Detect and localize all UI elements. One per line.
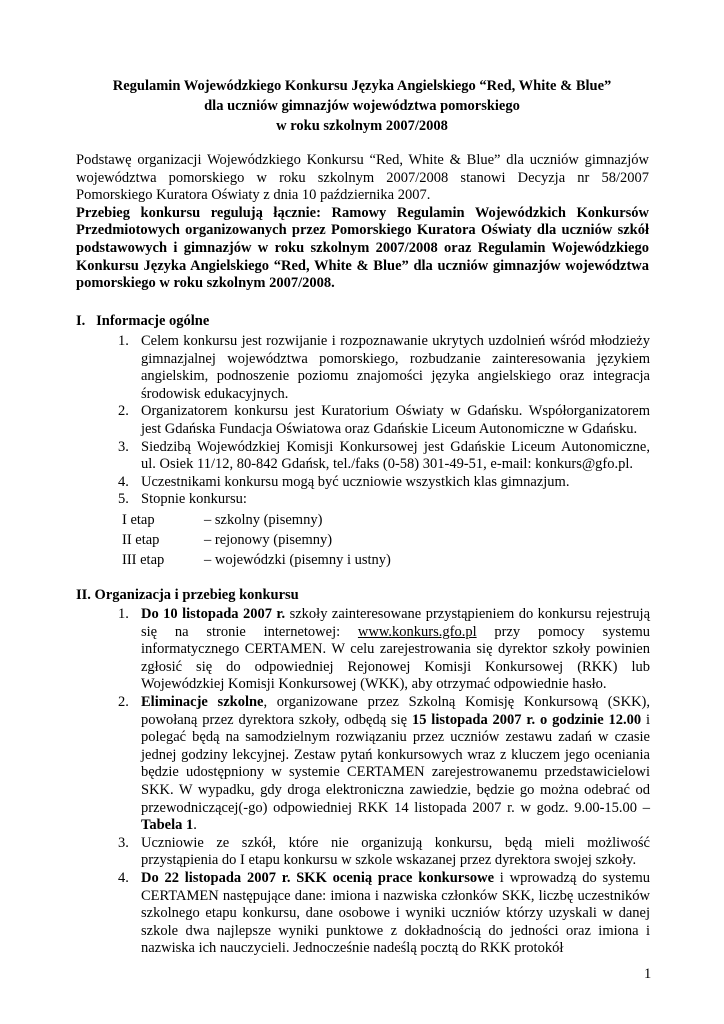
list-item: 1. Celem konkursu jest rozwijanie i rozpoznawanie ukrytych uzdolnień wśród młodzieży gimnazjalnej województwa pomorskiego, rozbudzanie zainteresowania językiem angielskim, podnoszenie poziomu znajomości języka angielskiego oraz integracja środowisk edukacyjnych. — [118, 333, 650, 402]
list-item: 2. Eliminacje szkolne, organizowane przez Szkolną Komisję Konkursową (SKK), powołaną przez dyrektora szkoły, odbędą się 15 listopada 2007 r. o godzinie 12.00 i polegać będą na samodzielnym rozwiązaniu przez uczniów zestawu zadań w czasie jednej godziny lekcyjnej. Zestaw pytań konkursowych wraz z kluczem jego oceniania będzie udostępniony w systemie CERTAMEN zarejestrowanemu przedstawicielowi SKK. W wypadku, gdy droga elektroniczna zawiedzie, będzie go można odebrać od przewodniczącej(-go) odpowiedniej RKK 14 listopada 2007 r. w godz. 9.00-15.00 – Tabela 1. — [118, 693, 651, 834]
section-heading-organization: II. Organizacja i przebieg konkursu — [76, 587, 299, 603]
competition-stages — [122, 510, 391, 570]
organization-list — [112, 606, 650, 958]
list-item: 4. Do 22 listopada 2007 r. SKK ocenią prace konkursowe i wprowadzą do systemu CERTAMEN następujące dane: imiona i nazwiska członków SKK, liczbę uczestników szkolnego etapu konkursu, dane osobowe i wyniki uczniów którzy uzyskali w danej szkole dwa najlepsze wyniki punktowe z dokładnością do jedności oraz imiona i nazwiska ich nauczycieli. Jednocześnie nadeślą pocztą do RKK protokół — [118, 869, 651, 957]
contest-website-link[interactable]: www.konkurs.gfo.pl — [357, 623, 477, 640]
stage-row: II etap – rejonowy (pisemny) — [122, 532, 333, 548]
title-line-1: Regulamin Wojewódzkiego Konkursu Języka Angielskiego “Red, White & Blue” — [112, 78, 612, 94]
list-item: 3. Siedzibą Wojewódzkiej Komisji Konkursowej jest Gdańskie Liceum Autonomiczne, ul. Osiek 11/12, 80-842 Gdańsk, tel./faks (0-58) 301-49-51, e-mail: konkurs@gfo.pl. — [118, 438, 650, 473]
list-item: 2. Organizatorem konkursu jest Kuratorium Oświaty w Gdańsku. Współorganizatorem jest Gdańska Fundacja Oświatowa oraz Gdańskie Liceum Autonomiczne w Gdańsku. — [118, 403, 650, 437]
title-line-2: dla uczniów gimnazjów województwa pomorskiego — [204, 98, 520, 114]
list-item: 4. Uczestnikami konkursu mogą być uczniowie wszystkich klas gimnazjum. — [118, 473, 570, 490]
page-number: 1 — [644, 966, 652, 982]
intro-paragraph-basis: Podstawę organizacji Wojewódzkiego Konkursu “Red, White & Blue” dla uczniów gimnazjów województwa pomorskiego w roku szkolnym 2007/2008 stanowi Decyzja nr 58/2007 Pomorskiego Kuratora Oświaty z dnia 10 października 2007. — [76, 152, 649, 204]
stage-row: III etap – wojewódzki (pisemny i ustny) — [122, 552, 391, 568]
stage-row: I etap – szkolny (pisemny) — [122, 512, 323, 528]
section-heading-general-info: I. Informacje ogólne — [76, 313, 210, 329]
list-item: 3. Uczniowie ze szkół, które nie organizują konkursu, będą mieli możliwość przystąpienia do I etapu konkursu w szkole wskazanej przez dyrektora swojej szkoły. — [118, 834, 650, 869]
list-item: 5. Stopnie konkursu: — [118, 491, 247, 508]
list-item: 1. Do 10 listopada 2007 r. szkoły zainteresowane przystąpieniem do konkursu rejestrują się na stronie internetowej: www.konkurs.gfo.pl przy pomocy systemu informatycznego CERTAMEN. W celu zarejestrowania się dyrektor szkoły powinien zgłosić się do odpowiedniej Rejonowej Komisji Konkursowej (RKK) lub Wojewódzkiej Komisji Konkursowej (WKK), aby otrzymać odpowiednie hasło. — [118, 606, 651, 693]
intro — [76, 152, 649, 293]
intro-paragraph-regulations: Przebieg konkursu regulują łącznie: Ramowy Regulamin Wojewódzkich Konkursów Przedmiotowych organizowanych przez Pomorskiego Kuratora Oświaty dla uczniów szkół podstawowych i gimnazjów w roku szkolnym 2007/2008 oraz Regulamin Wojewódzkiego Konkursu Języka Angielskiego “Red, White & Blue” dla uczniów gimnazjów województwa pomorskiego w roku szkolnym 2007/2008. — [76, 204, 649, 292]
title-line-3: w roku szkolnym 2007/2008 — [276, 118, 448, 134]
document-title — [60, 76, 664, 136]
general-info-list — [112, 333, 650, 509]
